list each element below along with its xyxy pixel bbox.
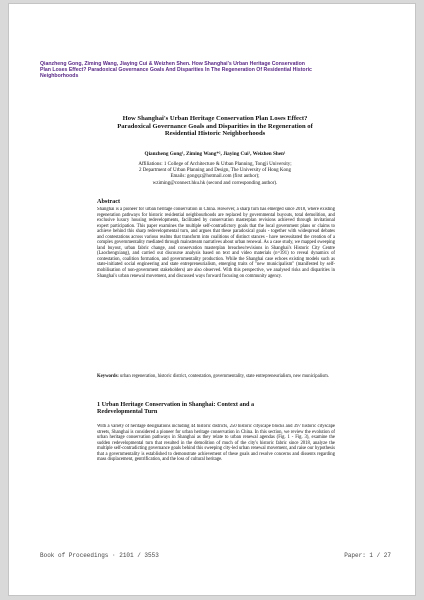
title-line: How Shanghai's Urban Heritage Conservation Plan Loses Effect?: [122, 115, 308, 122]
title-line: Residential Historic Neighborhoods: [164, 130, 266, 138]
affiliations: [67, 162, 363, 187]
running-head: [40, 61, 390, 79]
paper-title: [67, 115, 363, 138]
title-line: Paradoxical Governance Goals and Disparities in the Regeneration of: [117, 122, 313, 130]
section-heading: [97, 401, 335, 416]
email-line: Emails: gongqz@hotmail.com (first author);: [170, 174, 260, 180]
running-head-line: Qianzheng Gong, Ziming Wang, Jiaying Cui & Weizhen Shen. How Shanghai's Urban Heritage Conservation: [40, 61, 305, 67]
email-line: wziming@connect.hku.hk (second and corresponding author).: [152, 180, 278, 186]
footer-proceedings: Book of Proceedings · 2101 / 3553: [40, 552, 159, 559]
affiliation-line: Affiliations: 1 College of Architecture & Urban Planning, Tongji University;: [138, 162, 292, 167]
section-heading-line: Redevelopmental Turn: [97, 408, 158, 416]
keywords-label: Keywords:: [97, 374, 119, 379]
abstract-text: Shanghai is a pioneer for urban heritage conservation in China. However, a sharp turn has emerged since 2018, where existing regeneration pathways for historic residential neighbourhoods are replaced by governmental buyouts, total demolition, and exclusive luxury housing redevelopments, facilitated by conservation masterplan revisions achieved through invitational expert participation. This paper examines the multiple self-contradictory goals that the local government plans or claims to achieve behind this sharp redevelopmental turn, and argues that these paradoxical goals - together with widespread debates and contestations across various realms that transform into coalitions of distinct stances - have necessitated the creation of a complex governmentality mediated through mainstream narratives about urban renewal. As a case study, we mapped sweeping land buyout, urban fabric change, and conservation masterplan breaches/revisions in Shanghai's Historic City Centre (Laochengxiang), and carried out discourse analysis based on text and video materials (n=391) to reveal dynamics of contestation, coalition formation, and governmentality production. While the Shanghai case echoes existing models such as state-initiated social engineering and state entrepreneurialism, emerging traits of "new municipalism" (manifested by self-mobilisation of non-government stakeholders) are also observed. With this perspective, we analysed risks and disparities in Shanghai's urban renewal movement, and discussed ways forward focusing on community agency.: [97, 207, 335, 279]
keywords: [97, 374, 335, 380]
paper-page: [8, 3, 416, 596]
running-head-line: Plan Loses Effect? Paradoxical Governance Goals And Disparities In The Regeneration Of Residential Historic: [40, 67, 312, 74]
keywords-text: urban regeneration, historic district, contestation, governmentality, state entrepreneurialism, new municipalism.: [120, 374, 329, 379]
footer-page-number: Paper: 1 / 27: [344, 552, 391, 559]
running-head-line: Neighborhoods: [40, 73, 79, 80]
section-body-text: With a variety of heritage designations including 44 historic districts, 250 historic cityscape blocks and 397 historic cityscape streets, Shanghai is considered a pioneer for urban heritage conservation in China. In this section, we review the evolution of urban heritage conservation pathways in Shanghai as they relate to urban renewal agendas (Fig. 1 - Fig. 3), examine the sudden redevelopmental turn that resulted in the demolition of much of the city's historic fabric since 2018, analyze the multiple self-contradicting governance goals behind this sweeping city-led urban renewal movement, and raise our hypothesis that a governmentality is established to demonstrate achievement of these goals and resolve concerns and dissents regarding mass displacement, gentrification, and the loss of cultural heritage.: [97, 424, 335, 463]
section-heading-line: 1 Urban Heritage Conservation in Shanghai: Context and a: [97, 401, 255, 408]
abstract-heading: Abstract: [97, 198, 121, 205]
affiliation-line: 2 Department of Urban Planning and Design, The University of Hong Kong: [138, 168, 292, 174]
author-list: Qianzheng Gong¹, Ziming Wang*², Jiaying Cui¹, Weizhen Shen¹: [144, 151, 286, 157]
